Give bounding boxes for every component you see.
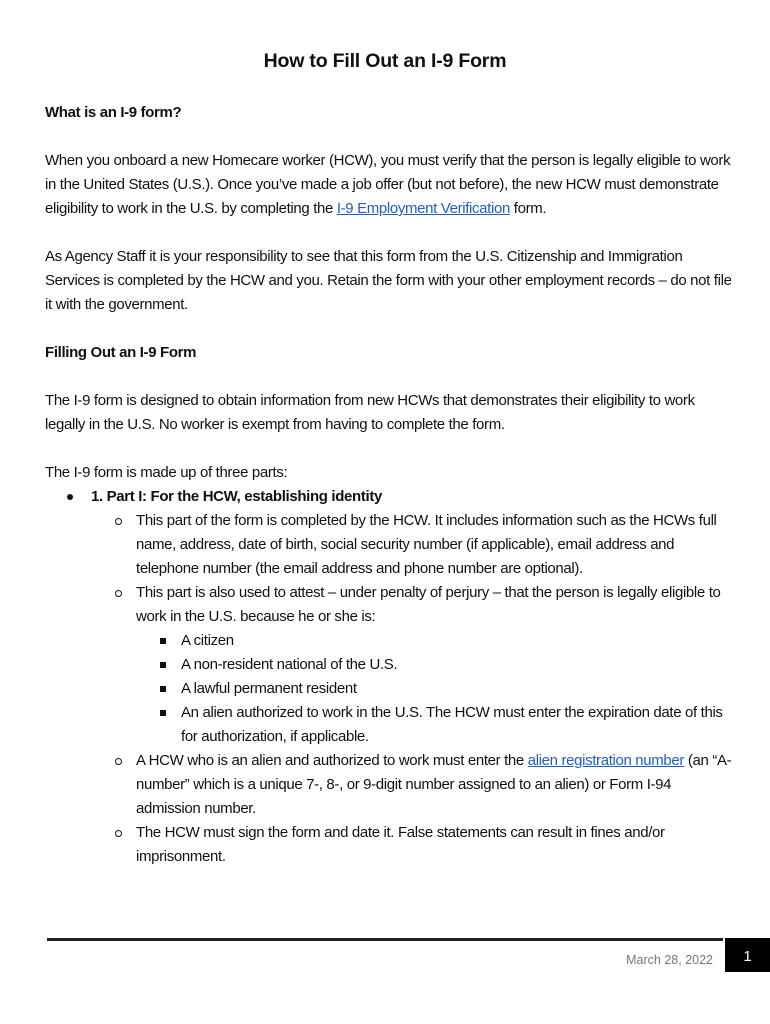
detail-text: This part of the form is completed by the HCW. It includes information such as the HCWs full name, address, date of birth, social security number (if applicable), email address and telephone number (the email address and phone number are optional). [136, 512, 717, 577]
spacer [45, 125, 735, 149]
status-text: A non-resident national of the U.S. [181, 656, 398, 673]
list-item-status [136, 677, 735, 701]
part-1-details-list [91, 509, 735, 869]
spacer [45, 437, 735, 461]
detail-text: A HCW who is an alien and authorized to work must enter the [136, 752, 528, 769]
list-item-detail [91, 749, 735, 821]
spacer [45, 317, 735, 341]
alien-registration-number-link[interactable]: alien registration number [527, 752, 685, 769]
parts-list [45, 485, 735, 869]
paragraph-text: form. [509, 200, 547, 217]
list-item-detail [91, 821, 735, 869]
list-item-status [136, 701, 735, 749]
document-body [45, 101, 735, 869]
paragraph-text: When you onboard a new Homecare worker (HCW), you must verify that the person is legally eligible to work in the United States (U.S.). Once you’ve made a job offer (but not before), the new HCW must demonstrate eligibility to work in the U.S. by completing the [45, 152, 731, 217]
list-item-part-1 [45, 485, 735, 869]
paragraph-form-purpose: The I-9 form is designed to obtain information from new HCWs that demonstrates their eligibility to work legally in the U.S. No worker is exempt from having to complete the form. [45, 392, 695, 433]
spacer [45, 365, 735, 389]
square-bullet-icon [160, 662, 166, 668]
paragraph-onboarding [45, 149, 735, 221]
section-heading-filling-out: Filling Out an I-9 Form [45, 344, 197, 361]
hollow-bullet-icon [115, 758, 122, 765]
hollow-bullet-icon [115, 590, 122, 597]
detail-text: This part is also used to attest – under penalty of perjury – that the person is legally eligible to work in the U.S. because he or she is: [136, 584, 721, 625]
page-title: How to Fill Out an I-9 Form [263, 50, 507, 72]
detail-text: (an “A-number” which is a unique 7-, 8-, or 9-digit number assigned to an alien) or Form I-94 admission number. [136, 752, 732, 817]
paragraph-three-parts-intro: The I-9 form is made up of three parts: [45, 464, 288, 481]
footer-divider [47, 938, 723, 941]
detail-text: The HCW must sign the form and date it. False statements can result in fines and/or imprisonment. [136, 824, 665, 865]
square-bullet-icon [160, 638, 166, 644]
hollow-bullet-icon [115, 830, 122, 837]
status-text: An alien authorized to work in the U.S. The HCW must enter the expiration date of this for authorization, if applicable. [181, 704, 723, 745]
hollow-bullet-icon [115, 518, 122, 525]
i9-employment-verification-link[interactable]: I-9 Employment Verification [336, 200, 510, 217]
list-item-detail [91, 581, 735, 749]
list-item-status [136, 629, 735, 653]
square-bullet-icon [160, 686, 166, 692]
status-text: A citizen [181, 632, 234, 649]
spacer [45, 221, 735, 245]
list-item-status [136, 653, 735, 677]
footer-date: March 28, 2022 [626, 953, 713, 967]
section-heading-what-is-i9: What is an I-9 form? [45, 104, 182, 121]
eligibility-status-list [136, 629, 735, 749]
paragraph-agency-staff: As Agency Staff it is your responsibility to see that this form from the U.S. Citizenship and Immigration Services is completed by the HCW and you. Retain the form with your other employment records – do not file it with the government. [45, 248, 732, 313]
part-1-label: 1. Part I: For the HCW, establishing identity [91, 488, 382, 505]
bullet-icon [67, 494, 73, 500]
status-text: A lawful permanent resident [181, 680, 357, 697]
square-bullet-icon [160, 710, 166, 716]
page-number-badge: 1 [725, 938, 770, 972]
list-item-detail [91, 509, 735, 581]
